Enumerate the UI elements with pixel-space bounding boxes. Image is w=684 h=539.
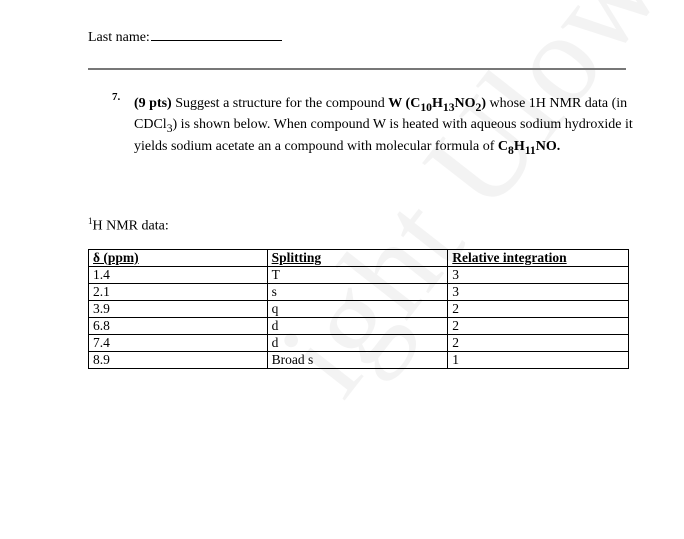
cell-splitting: d — [267, 335, 448, 352]
question-text-part: Suggest a structure for the compound — [171, 96, 389, 111]
table-row — [89, 318, 629, 335]
header-shift: δ (ppm) — [89, 250, 268, 267]
question-points: (9 pts) — [134, 96, 172, 111]
table-row — [89, 352, 629, 369]
table-row — [89, 284, 629, 301]
table-row — [89, 301, 629, 318]
cell-splitting: s — [267, 284, 448, 301]
cell-integration: 2 — [448, 335, 629, 352]
last-name-label: Last name: — [88, 30, 150, 45]
cell-shift: 6.8 — [89, 318, 268, 335]
question-text-part: whose 1H NMR data (in CDCl — [134, 96, 628, 133]
cell-splitting: Broad s — [267, 352, 448, 369]
cell-integration: 2 — [448, 301, 629, 318]
question-text-part: ) is shown below. When compound W is heated with aqueous sodium hydroxide it yields sodium acetate an a compound with molecular formula of — [134, 117, 633, 154]
last-name-blank — [151, 28, 282, 41]
table-row — [89, 267, 629, 284]
cell-integration: 3 — [448, 267, 629, 284]
compound-w-formula: W $(C_{10}H_{13}NO_2)$ — [388, 96, 487, 114]
cell-integration: 3 — [448, 284, 629, 301]
nmr-data-table — [88, 249, 629, 369]
cdcl-subscript: 3 — [166, 122, 173, 136]
last-name-field — [88, 28, 282, 46]
cell-shift: 1.4 — [89, 267, 268, 284]
header-splitting: Splitting — [267, 250, 448, 267]
cell-shift: 3.9 — [89, 301, 268, 318]
product-formula: $C_8H_{11}NO$. — [497, 138, 561, 157]
cell-integration: 2 — [448, 318, 629, 335]
cell-shift: 2.1 — [89, 284, 268, 301]
table-header-row — [89, 250, 629, 267]
header-integration: Relative integration — [448, 250, 629, 267]
cell-splitting: d — [267, 318, 448, 335]
nmr-data-label: $^1$H NMR data: — [88, 216, 169, 234]
cell-shift: 7.4 — [89, 335, 268, 352]
cell-splitting: q — [267, 301, 448, 318]
table-row — [89, 335, 629, 352]
cell-integration: 1 — [448, 352, 629, 369]
question-number: 7. — [112, 91, 121, 103]
divider — [88, 68, 626, 70]
cell-splitting: T — [267, 267, 448, 284]
question-text — [134, 95, 634, 159]
cell-shift: 8.9 — [89, 352, 268, 369]
